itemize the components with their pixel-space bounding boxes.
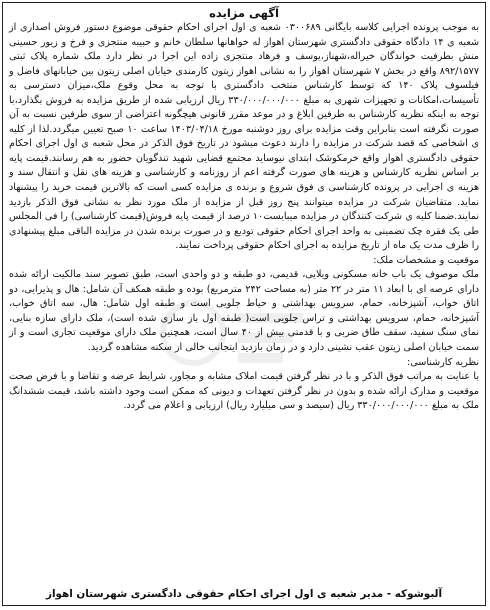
expert-opinion-paragraph: با عنایت به مراتب فوق الذکر و با در نظر گرفتن قیمت املاک مشابه و مجاور، شرایط عرضه و تقاضا و با فرض صحت موقعیت و مدارک ارائه شده و بدون در نظر گرفتن تعهدات و دیونی که ممکن است وجود داشته باشد، قیمت ششدانگ ملک به مبلغ ۳۳۰/۰۰۰/۰۰۰/۰۰۰ ریال (سیصد و سی میلیارد ریال) ارزیابی و اعلام می گردد. xyxy=(9,371,479,412)
property-specs-paragraph: ملک موصوف یک باب خانه مسکونی ویلایی، قدیمی، دو طبقه و دو واحدی است، طبق تصویر سند مالکیت ارائه شده دارای عرصه ای با ابعاد ۱۱ متر در ۲۲ متر (به مساحت ۲۴۲ مترمربع) بوده و طبقه همکف آن شامل: هال و پذیرایی، دو اتاق خواب، آشپزخانه، حمام، سرویس بهداشتی و حیاط جلویی است و طبقه اول شامل: هال، سه اتاق خواب، آشپزخانه، حمام، سرویس بهداشتی و تراس جلویی است( طبقه اول باز سازی شده است)، ملک دارای سازه بنایی، نمای سنگ سفید، سقف طاق ضربی و با قدمتی بیش از ۴۰ سال است، همچنین ملک دارای موقعیت تجاری است و از سمت خیابان اصلی زیتون عقب نشینی دارد و در زمان بازدید ایتجانب خالی از سکنه مشاهده گردید. xyxy=(9,269,480,354)
auction-notice xyxy=(2,2,486,606)
signature-line: آلبوشوکه - مدیر شعبه ی اول اجرای احکام حقوقی دادگستری شهرستان اهواز xyxy=(45,588,443,600)
expert-opinion-heading: نظریه کارشناسی: xyxy=(407,356,479,368)
notice-intro-paragraph: به موجب پرونده اجرایی کلاسه بایگانی ۰۳۰۰۶۸۹ شعبه ی اول اجرای احکام حقوقی موضوع دستور فروش اصداری از شعبه ی ۱۴ دادگاه حقوقی دادگستری شهرستان اهواز له خواهانها سلطان خانم و حبیبه منتجزی و فرخ و زیور حسینی منش بطرفیت خواندگان خیراله،شهناز،یوسف و فرهاد منتجزی زاده این اجرا در نظر دارد ملک شماره پلاک ثبتی ۸۹۲/۱۵۷۷ واقع در بخش ۷ شهرستان اهواز را به نشانی اهواز زیتون کارمندی خیابان اصلی زیتون بین خیابانهای فاضل و فیلسوف پلاک ۱۴۰ که توسط کارشناس منتخب دادگستری با توجه به محل وقوع ملک،میزان دسترسی به تأسیسات،امکانات و تجهیزات شهری به مبلغ ۳۳۰/۰۰۰/۰۰۰/۰۰۰ ریال ارزیابی شده از طریق مزایده به فروش بگذارد،با توجه به اینکه نظریه کارشناس به طرفین ابلاغ و در موعد مقرر قانونی هیچگونه اعتراضی از سوی طرفین نسبت به آن صورت نگرفته است بنابراین وقت مزایده برای روز دوشنبه مورخ ۱۴۰۳/۰۴/۱۸ ساعت ۱۰ صبح تعیین میگردد.لذا از کلیه ی اشخاصی که قصد شرکت در مزایده را دارند دعوت میشود در تاریخ فوق الذکر در محل شعبه ی اول اجرای احکام حقوقی دادگستری اهواز واقع خرمکوشک ابتدای نیوساید مجتمع قضایی شهید تندگویان حضور به هم رسانند.قیمت پایه بر اساس نظریه کارشناس و هزینه های صورت گرفته اعم از روزنامه و کارشناسی و هزینه های نقل و انتقال سند و هزینه ی اجرایی در پرونده کارشناسی ی فوق شروع و برنده ی مزایده کسی است که بالاترین قیمت خرید را پیشنهاد نماید. متقاضیان شرکت در مزایده میتوانند پنج روز قبل از مزایده از ملک مورد نظر به نشانی فوق الذکر بازدید نمایند.ضمنا کلیه ی شرکت کنندگان در مزایده میبایست۱۰ درصد از قیمت پایه فروش(قیمت کارشناسی) را فی المجلس طی یک فقره چک تضمینی به واحد اجرای احکام حقوقی تودیع و در صورت برنده شدن در مزایده الباقی مبلغ پیشنهادی را ظرف مدت یک ماه از تاریخ مزایده به اجرای احکام حقوقی پرداخت نمایند. xyxy=(9,22,480,252)
property-specs-heading: موقعیت و مشخصات ملک: xyxy=(373,254,479,266)
notice-title: آگهی مزایده xyxy=(209,6,279,20)
